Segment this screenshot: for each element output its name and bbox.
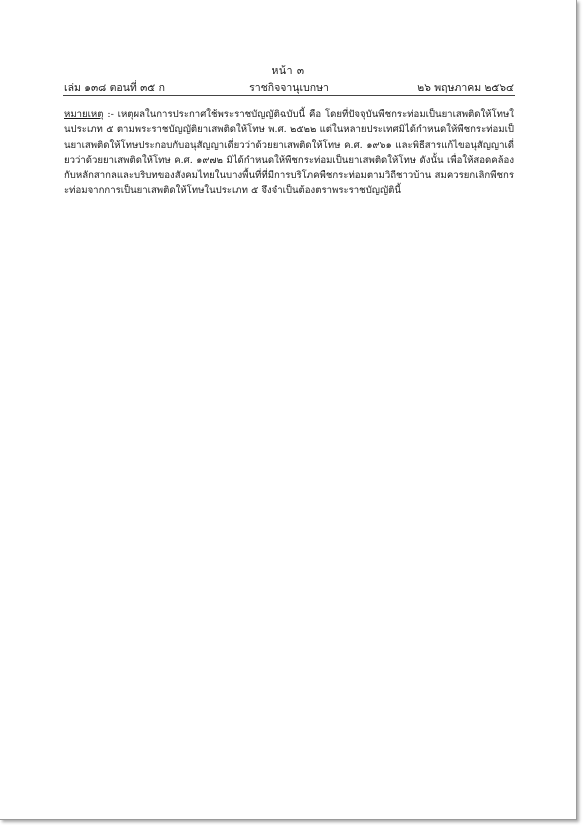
publication-title: ราชกิจจานุเบกษา xyxy=(249,82,329,94)
header-divider xyxy=(63,95,515,96)
volume-issue: เล่ม ๑๓๘ ตอนที่ ๓๕ ก xyxy=(64,82,165,94)
remark-text: เหตุผลในการประกาศใช้พระราชบัญญัติฉบับนี้ คือ โดยที่ปัจจุบันพืชกระท่อมเป็นยาเสพติดให้โทษในประเภท ๕ ตามพระราชบัญญัติยาเสพติดให้โทษ พ.ศ. ๒๕๒๒ แต่ในหลายประเทศมิได้กำหนดให้พืชกระท่อมเป็นยาเสพติดให้โทษประกอบกับอนุสัญญาเดี่ยวว่าด้วยยาเสพติดให้โทษ ค.ศ. ๑๙๖๑ และพิธีสารแก้ไขอนุสัญญาเดี่ยวว่าด้วยยาเสพติดให้โทษ ค.ศ. ๑๙๗๒ มิได้กำหนดให้พืชกระท่อมเป็นยาเสพติดให้โทษ ดังนั้น เพื่อให้สอดคล้องกับหลักสากลและบริบทของสังคมไทยในบางพื้นที่ที่มีการบริโภคพืชกระท่อมตามวิถีชาวบ้าน สมควรยกเลิกพืชกระท่อมจากการเป็นยาเสพติดให้โทษในประเภท ๕ จึงจำเป็นต้องตราพระราชบัญญัตินี้ xyxy=(64,109,514,197)
publication-date: ๒๖ พฤษภาคม ๒๕๖๔ xyxy=(417,82,514,94)
remark-paragraph xyxy=(64,107,514,199)
page-number: หน้า ๓ xyxy=(271,65,305,77)
remark-label: หมายเหตุ xyxy=(64,109,104,120)
gazette-header xyxy=(64,79,514,95)
remark-separator: :- xyxy=(103,109,118,120)
